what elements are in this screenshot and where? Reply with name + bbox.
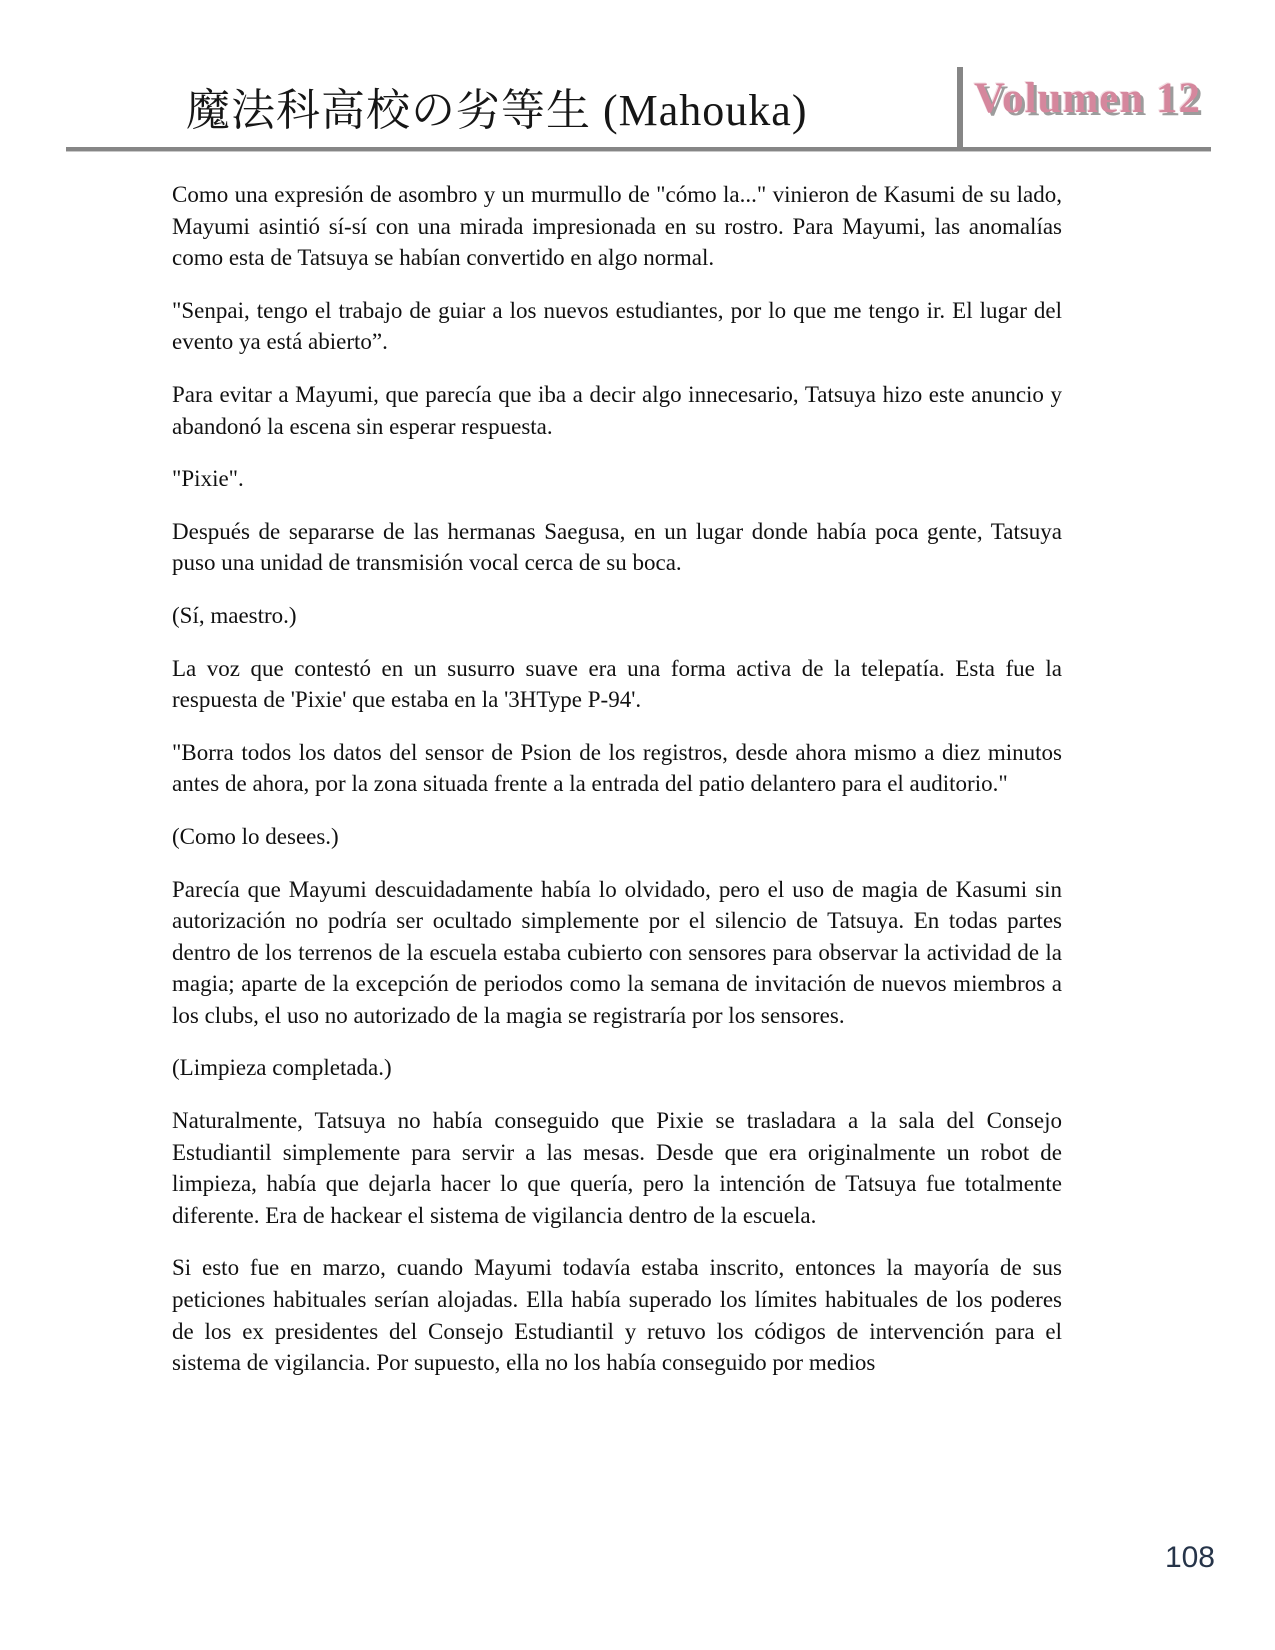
paragraph: "Borra todos los datos del sensor de Psion de los registros, desde ahora mismo a diez minutos antes de ahora, por la zona situada frente a la entrada del patio delantero para el auditorio." [172, 739, 1062, 797]
paragraph: Si esto fue en marzo, cuando Mayumi todavía estaba inscrito, entonces la mayoría de sus peticiones habituales serían alojadas. Ella había superado los límites habituales de los poderes de los ex presidentes del Consejo Estudiantil y retuvo los códigos de intervención para el sistema de vigilancia. Por supuesto, ella no los había conseguido por medios [172, 1255, 1062, 1376]
paragraph: Como una expresión de asombro y un murmullo de "cómo la..." vinieron de Kasumi de su lado, Mayumi asintió sí-sí con una mirada impresionada en su rostro. Para Mayumi, las anomalías como esta de Tatsuya se habían convertido en algo normal. [172, 182, 1062, 271]
page-number: 108 [1164, 1541, 1215, 1574]
body-text [172, 179, 1062, 1379]
paragraph: Parecía que Mayumi descuidadamente había lo olvidado, pero el uso de magia de Kasumi sin autorización no podría ser ocultado simplemente por el silencio de Tatsuya. En todas partes dentro de los terrenos de la escuela estaba cubierto con sensores para observar la actividad de la magia; aparte de la excepción de periodos como la semana de invitación de nuevos miembros a los clubs, el uso no autorizado de la magia se registraría por los sensores. [172, 876, 1062, 1028]
paragraph: (Limpieza completada.) [172, 1055, 392, 1081]
paragraph: Naturalmente, Tatsuya no había conseguido que Pixie se trasladara a la sala del Consejo Estudiantil simplemente para servir a las mesas. Desde que era originalmente un robot de limpieza, había que dejarla hacer lo que quería, pero la intención de Tatsuya fue totalmente diferente. Era de hackear el sistema de vigilancia dentro de la escuela. [172, 1108, 1062, 1228]
paragraph: (Sí, maestro.) [172, 602, 297, 628]
header-rule [66, 147, 1211, 152]
paragraph: La voz que contestó en un susurro suave era una forma activa de la telepatía. Esta fue la respuesta de 'Pixie' que estaba en la '3HType P-94'. [172, 655, 1062, 713]
paragraph: Después de separarse de las hermanas Saegusa, en un lugar donde había poca gente, Tatsuya puso una unidad de transmisión vocal cerca de su boca. [172, 518, 1062, 576]
header-divider [957, 67, 963, 147]
paragraph: "Senpai, tengo el trabajo de guiar a los nuevos estudiantes, por lo que me tengo ir. El lugar del evento ya está abierto”. [172, 297, 1062, 355]
paragraph: Para evitar a Mayumi, que parecía que iba a decir algo innecesario, Tatsuya hizo este anuncio y abandonó la escena sin esperar respuesta. [172, 381, 1062, 439]
volume-label: Volumen 12 [974, 75, 1202, 122]
paragraph: (Como lo desees.) [172, 823, 339, 849]
paragraph: "Pixie". [172, 466, 244, 492]
page-title: 魔法科高校の劣等生 (Mahouka) [186, 86, 808, 135]
